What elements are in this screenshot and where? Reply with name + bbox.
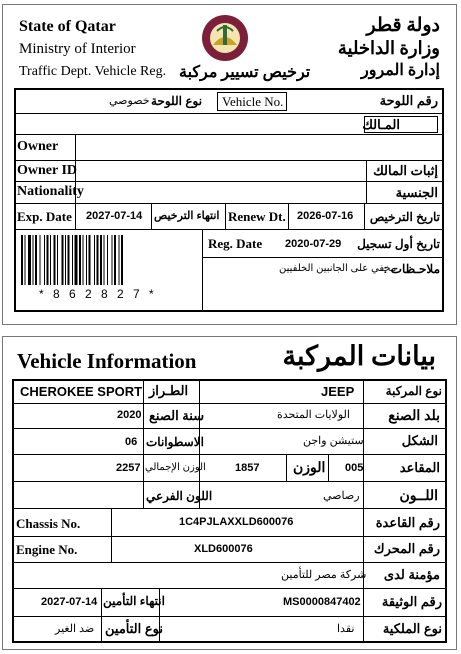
weight-value: 1857 [235,462,260,474]
sub-color-label-ar: اللون الفرعي [146,489,213,503]
engine-label-ar: رقم المحرك [373,541,440,556]
reg-date-value: 2020-07-29 [285,238,342,250]
weight-label-ar: الوزن [293,459,326,475]
vehicle-no-label: Vehicle No. [222,94,284,109]
renew-date-value: 2026-07-16 [297,210,354,222]
chassis-label-ar: رقم القاعدة [375,515,440,530]
document-title-ar: ترخيص تسيير مركبة [179,64,311,81]
owner-label-ar: المـالك [362,117,400,132]
engine-value: XLD600076 [194,543,253,555]
ins-exp-label-ar: انتهاء التأمين [103,594,165,608]
make-label-ar: نوع المركبة [385,384,442,398]
policy-value: MS0000847402 [283,596,361,608]
seats-value: 005 [345,462,364,474]
gross-weight-label-ar: الوزن الإجمالي [145,462,206,473]
plate-type-label-ar: نوع اللوحة [151,94,203,108]
vehicle-info-card [2,336,457,650]
make-value: JEEP [321,384,355,399]
ins-type-label-ar: نوع التأمين [105,621,163,636]
color-value: رصاصي [323,490,360,502]
vehicle-info-title-ar: بيانات المركبة [282,341,436,371]
chassis-value: 1C4PJLAXXLD600076 [179,516,294,528]
exp-label-ar: انتهاء الترخيص [154,210,220,222]
renew-label-ar: تاريخ الترخيص [369,210,440,224]
model-label-ar: الطـراز [149,383,189,398]
state-title-ar: دولة قطر [366,15,440,36]
ins-type-value: ضد الغير [55,623,95,635]
plate-no-label-ar: رقم اللوحة [379,93,438,108]
renew-date-label: Renew Dt. [228,209,286,224]
year-value: 2020 [117,409,142,421]
notes-value: مخفي على الجانبين الخلفيين [279,263,397,274]
cylinders-label-ar: الاسطوانات [146,435,204,449]
ins-exp-value: 2027-07-14 [41,596,98,608]
owner-id-label: Owner ID [17,163,78,178]
barcode [21,235,193,285]
shape-value: ستيشن واجن [303,435,364,447]
ownership-label-ar: نوع الملكية [382,621,442,636]
notes-label-ar: ملاحـظات : [383,262,440,276]
reg-date-label-ar: تاريخ أول تسجيل [357,237,440,251]
chassis-label: Chassis No. [16,516,81,531]
vehicle-info-title: Vehicle Information [17,349,197,373]
vehicle-license-card [2,4,457,325]
country-value: الولايات المتحدة [277,409,350,421]
nationality-label-ar: الجنسية [395,185,438,200]
owner-id-label-ar: إثبات المالك [373,163,438,178]
qatar-emblem-icon [199,11,251,65]
barcode-text: * 8 6 2 8 2 7 * [39,287,157,301]
reg-date-label: Reg. Date [208,236,263,251]
ministry-title: Ministry of Interior [19,41,136,57]
color-label-ar: اللــون [399,487,438,503]
ownership-value: نقدا [337,623,355,635]
owner-label: Owner [17,139,59,154]
seats-label-ar: المقاعد [399,460,440,475]
exp-date-value: 2027-07-14 [86,210,143,222]
nationality-label: Nationality [17,184,84,199]
country-label-ar: بلد الصنع [388,407,440,423]
state-title: State of Qatar [19,18,116,35]
gross-weight-value: 2257 [116,462,141,474]
insurer-value: شركة مصر للتأمين [281,569,367,581]
ministry-title-ar: وزارة الداخلية [337,38,440,58]
department-title: Traffic Dept. Vehicle Reg. [19,64,167,79]
shape-label-ar: الشكل [401,433,438,448]
engine-label: Engine No. [16,542,78,557]
cylinders-value: 06 [125,436,138,448]
policy-label-ar: رقم الوثيقة [381,594,442,609]
model-value: CHEROKEE SPORT [20,384,143,399]
plate-type-value: خصوصي [109,95,150,107]
exp-date-label: Exp. Date [17,209,72,224]
department-title-ar: إدارة المرور [361,62,440,79]
insured-with-label-ar: مؤمنة لدى [383,567,440,582]
year-label-ar: سنة الصنع [149,408,205,423]
